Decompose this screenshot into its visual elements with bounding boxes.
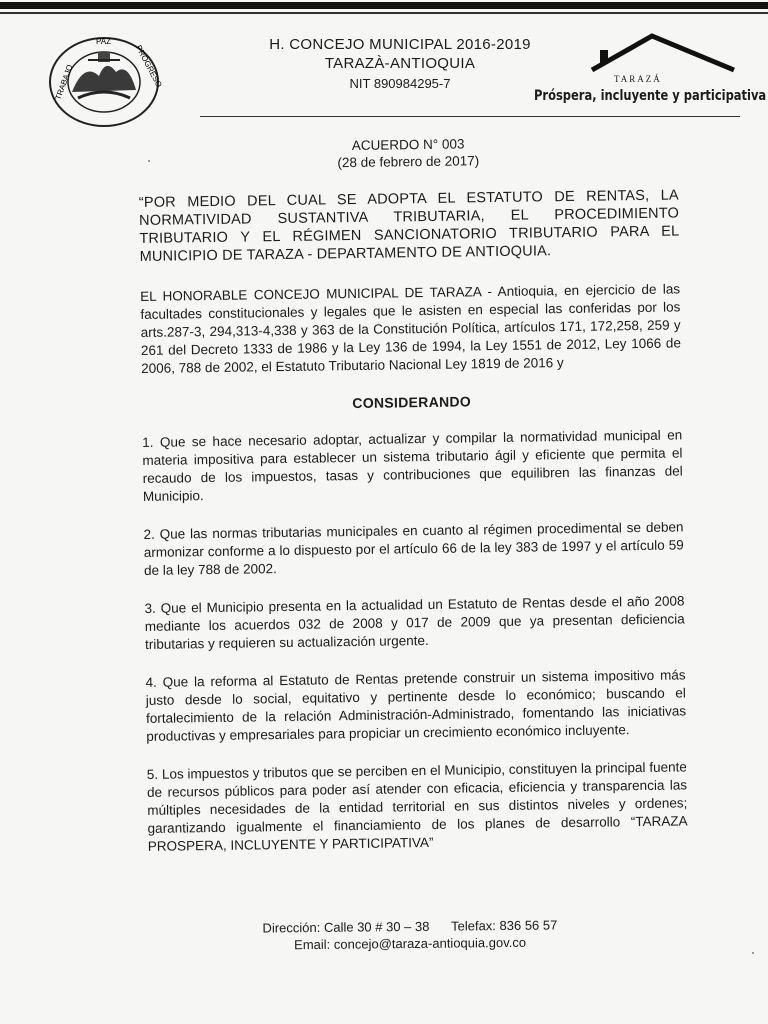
seal-text-left: TRABAJO (53, 63, 75, 102)
agreement-title: “POR MEDIO DEL CUAL SE ADOPTA EL ESTATUTO DE RENTAS, LA NORMATIVIDAD SUSTANTIVA TRIBUTARIA, EL PROCEDIMIENTO TRIBUTARIO Y EL RÉGIMEN SANCIONATORIO TRIBUTARIO PARA EL MUNICIPIO DE TARAZA - DEPARTAMENTO DE ANTIOQUIA. (138, 187, 680, 265)
paragraph: 1. Que se hace necesario adoptar, actualizar y compilar la normatividad municipal en materia impositiva para establecer un sistema tributario ágil y eficiente que permita el recaudo de los impuestos, tasas y contribuciones que equilibren las finanzas del Municipio. (142, 427, 683, 504)
taraza-logo (534, 30, 767, 110)
paragraph: 5. Los impuestos y tributos que se perciben en el Municipio, constituyen la principal fuente de recursos públicos para poder así atender con eficacia, eficiencia y transparencia las múltiples necesidades de la entidad territorial en sus distintos niveles y ordenes; garantizando igualmente el financiamiento de los planes de desarrollo “TARAZA PROSPERA, INCLUYENTE Y PARTICIPATIVA” (146, 759, 688, 854)
paragraph: 4. Que la reforma al Estatuto de Rentas pretende construir un sistema impositivo más justo desde lo social, equitativo y pertinente desde lo económico; buscando el fortalecimiento de la relación Administración-Administrado, fomentando las iniciativas productivas y empresariales para propiciar un crecimiento económico incluyente. (145, 667, 687, 744)
letterhead (0, 18, 768, 118)
footer-contact (250, 916, 570, 953)
scan-speck (148, 160, 150, 162)
document-body (138, 132, 688, 855)
house-roof-icon (534, 30, 744, 80)
header-divider (200, 116, 740, 117)
council-name: H. CONCEJO MUNICIPAL 2016-2019 (269, 36, 531, 53)
intro-paragraph: EL HONORABLE CONCEJO MUNICIPAL DE TARAZA - Antioquia, en ejercicio de las facultades constitucionales y legales que le asisten en especial las conferidas por los arts.287-3, 294,313-4,338 y 363 de la Constitución Política, artículos 171, 172,258, 259 y 261 del Decreto 1333 de 1986 y la Ley 136 de 1994, la Ley 1551 de 2012, Ley 1066 de 2006, 788 de 2002, el Estatuto Tributario Nacional Ley 1819 de 2016 y (140, 281, 681, 376)
top-border (0, 2, 768, 9)
agreement-date: (28 de febrero de 2017) (337, 153, 480, 171)
municipality-name: TARAZÀ-ANTIOQUIA (324, 55, 476, 72)
footer-phone: Telefax: 836 56 57 (450, 917, 558, 934)
slogan: Próspera, incluyente y participativa (534, 88, 767, 104)
footer-address: Dirección: Calle 30 # 30 – 38 (262, 918, 430, 936)
letterhead-title-block (230, 36, 570, 91)
nit-number: NIT 890984295-7 (349, 76, 451, 91)
logo-name: TARAZÁ (614, 74, 662, 84)
seal-text-right: PROGRESO (134, 43, 164, 89)
considerando-heading: CONSIDERANDO (352, 393, 472, 412)
paragraph: 2. Que las normas tributarias municipales en cuanto al régimen procedimental se deben armonizar conforme a lo dispuesto por el artículo 66 de la ley 383 de 1997 y el artículo 59 de la ley 788 de 2002. (143, 519, 684, 578)
top-border-thin (0, 12, 768, 14)
paragraph: 3. Que el Municipio presenta en la actualidad un Estatuto de Rentas desde el año 2008 mediante los acuerdos 032 de 2008 y 017 de 2009 que ya presentan deficiencia tributarias y requieren su actualización urgente. (144, 593, 685, 652)
agreement-number: ACUERDO N° 003 (351, 136, 465, 154)
scan-speck (752, 952, 754, 954)
agreement-heading (138, 132, 678, 174)
footer-email: Email: concejo@taraza-antioquia.gov.co (294, 934, 527, 953)
seal-text-top: PAZ (96, 37, 111, 46)
municipal-seal-icon (44, 32, 164, 130)
